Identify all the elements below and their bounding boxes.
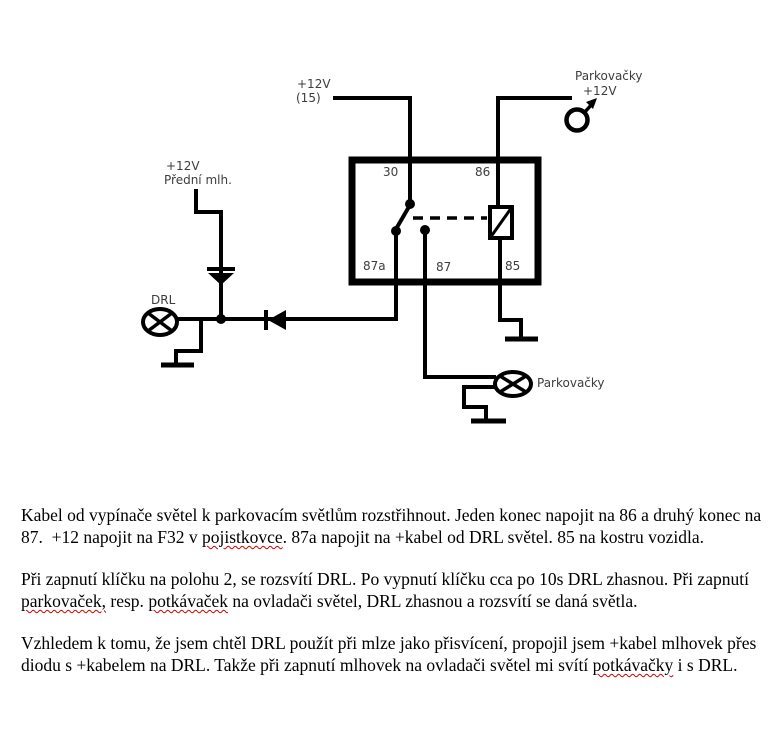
- paragraph: [21, 504, 766, 548]
- misspelled-word: potkávačky: [592, 655, 674, 675]
- wire-87-to-parking-lamp: [425, 230, 496, 377]
- label-battery-15: (15): [296, 91, 321, 105]
- text-segment: Při zapnutí klíčku na polohu 2, se rozsvítí DRL. Po vypnutí klíčku cca po 10s DRL zhasnou. Při zapnutí: [21, 569, 754, 589]
- paragraph: [21, 632, 762, 676]
- connector-plug-icon: [567, 98, 598, 131]
- wire-87a-to-drl: [177, 231, 396, 319]
- relay-terminal-85-label: 85: [505, 259, 521, 273]
- label-fog-12v: +12V: [166, 159, 200, 173]
- label-parking-feed-12v: +12V: [583, 84, 617, 98]
- wire-85-to-ground: [500, 239, 521, 338]
- label-parking-lamp: Parkovačky: [537, 376, 605, 390]
- wire-fog-branch: [196, 189, 221, 319]
- text-segment: Vzhledem k tomu, že jsem chtěl DRL použít při mlze jako přisvícení, propojil jsem +kabel mlhovek přes diodu s +kabelem na DRL. Takže při zapnutí mlhovek na ovladači světel mi svítí: [21, 633, 761, 675]
- description-text: [21, 504, 766, 696]
- text-segment: na ovladači světel, DRL zhasnou a rozsvítí se daná světla.: [228, 591, 638, 611]
- wire-battery-to-30: [333, 98, 410, 204]
- text-segment: resp.: [106, 591, 149, 611]
- label-fog-front: Přední mlh.: [164, 173, 232, 187]
- label-parking-feed: Parkovačky: [575, 69, 643, 83]
- paragraph: [21, 568, 762, 612]
- diode-icon-drl-feed: [266, 310, 286, 330]
- misspelled-word: parkovaček,: [21, 591, 107, 611]
- lamp-icon-parking: [495, 372, 531, 396]
- switch-arm: [396, 205, 410, 229]
- label-drl-lamp: DRL: [151, 293, 176, 307]
- wire-drl-to-ground: [176, 319, 201, 364]
- misspelled-word: pojistkovce: [201, 527, 283, 547]
- relay-terminal-86-label: 86: [475, 165, 491, 179]
- relay-coil-icon: [490, 207, 512, 238]
- label-battery-12v: +12V: [297, 77, 331, 91]
- lamp-icon-drl: [143, 309, 177, 335]
- text-segment: . 87a napojit na +kabel od DRL světel. 85 na kostru vozidla.: [282, 527, 705, 547]
- junction-dot: [216, 314, 226, 324]
- relay-terminal-87a-label: 87a: [363, 259, 386, 273]
- relay-terminal-87-label: 87: [436, 260, 452, 274]
- relay-terminal-30-label: 30: [383, 165, 399, 179]
- text-segment: Kabel od vypínače světel k parkovacím světlům rozstřihnout. Jeden konec napojit na 86 a druhý konec na 87. +12 napojit na F32 v: [21, 505, 766, 547]
- misspelled-word: potkávaček: [148, 591, 228, 611]
- wire-parking-lamp-to-ground: [464, 387, 496, 420]
- text-segment: i s DRL.: [673, 655, 738, 675]
